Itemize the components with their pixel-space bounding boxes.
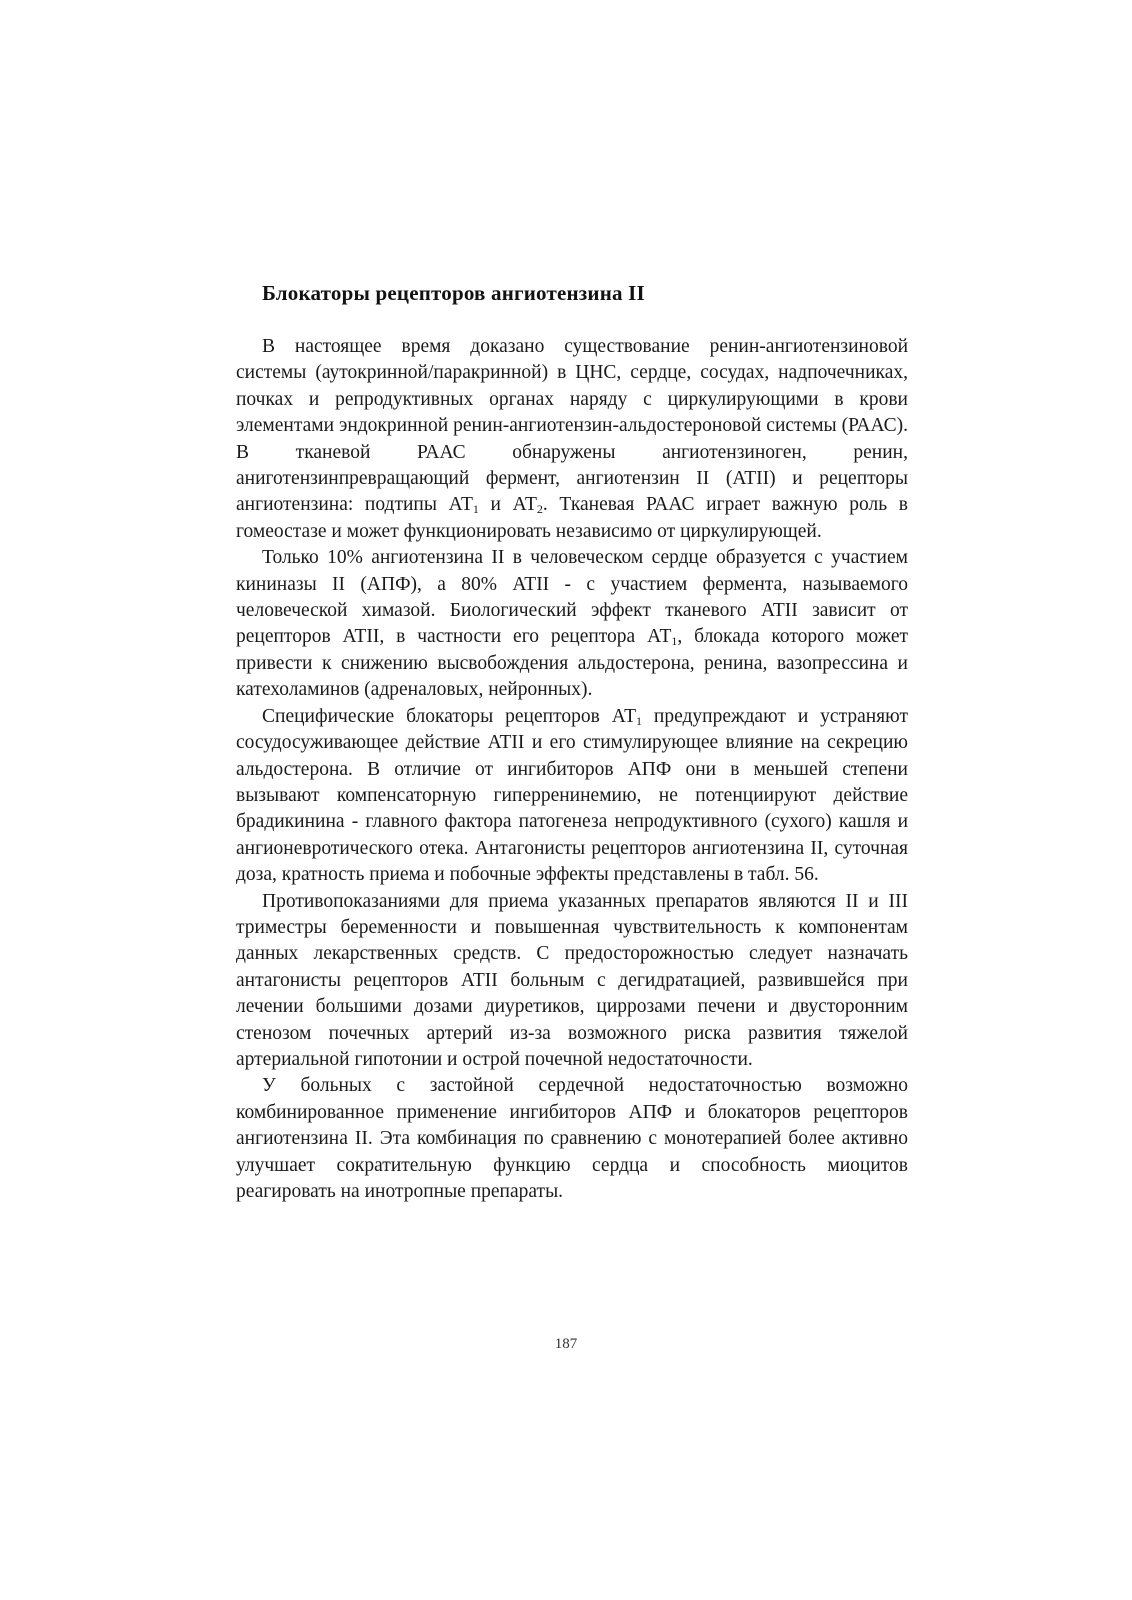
body-text [236, 334, 908, 1205]
paragraph [236, 545, 908, 703]
text-run: предупреждают и устраняют сосудосуживающее действие ATII и его стимулирующее влияние на секрецию альдостерона. В отличие от ингибиторов АПФ они в меньшей степени вызывают компенсаторную гиперренинемию, не потенциируют действие брадикинина - главного фактора патогенеза непродуктивного (сухого) кашля и ангионевротического отека. Антагонисты рецепторов ангиотензина II, суточная доза, кратность приема и побочные эффекты представлены в табл. 56. [236, 705, 908, 886]
text-run: В настоящее время доказано существование ренин-ангиотензиновой системы (аутокринной/паракринной) в ЦНС, сердце, сосудах, надпочечниках, почках и репродуктивных органах наряду с циркулирующими в крови элементами эндокринной ренин-ангиотензин-альдостероновой системы (РААС). В тканевой РААС обнаружены ангиотензиноген, ренин, аниготензинпревращающий фермент, ангиотензин II (ATII) и рецепторы ангиотензина: подтипы АТ [236, 336, 908, 516]
text-run: У больных с застойной сердечной недостаточностью возможно комбинированное применение ингибиторов АПФ и блокаторов рецепторов ангиотензина II. Эта комбинация по сравнению с монотерапией более активно улучшает сократительную функцию сердца и способность миоцитов реагировать на инотропные препараты. [236, 1075, 908, 1202]
text-run: Специфические блокаторы рецепторов АТ [262, 705, 637, 727]
text-run: и АТ [478, 494, 537, 516]
subscript: 2 [536, 502, 543, 517]
text-run: , блокада которого может привести к снижению высвобождения альдостерона, ренина, вазопрессина и катехоламинов (адреналовых, нейронных). [236, 626, 908, 701]
paragraph [236, 1073, 908, 1205]
paragraph [236, 889, 908, 1074]
paragraph [236, 704, 908, 889]
text-run: Противопоказаниями для приема указанных препаратов являются II и III триместры беременности и повышенная чувствительность к компонентам данных лекарственных средств. С предосторожностью следует назначать антагонисты рецепторов ATII больным с дегидратацией, развившейся при лечении большими дозами диуретиков, циррозами печени и двусторонним стенозом почечных артерий из-за возможного риска развития тяжелой артериальной гипотонии и острой почечной недостаточности. [236, 890, 908, 1070]
text-block [236, 280, 908, 1205]
text-run: . Тканевая РААС играет важную роль в гомеостазе и может функционировать независимо от циркулирующей. [236, 494, 908, 542]
subscript: 1 [636, 713, 643, 728]
subscript: 1 [472, 502, 479, 517]
subscript: 1 [671, 634, 678, 649]
text-run: Только 10% ангиотензина II в человеческом сердце образуется с участием кининазы II (АПФ), а 80% ATII - с участием фермента, называемого человеческой химазой. Биологический эффект тканевого ATII зависит от рецепторов ATII, в частности его рецептора АТ [236, 547, 908, 648]
page-number: 187 [554, 1336, 578, 1352]
paragraph [236, 334, 908, 545]
section-heading: Блокаторы рецепторов ангиотензина II [262, 281, 645, 305]
